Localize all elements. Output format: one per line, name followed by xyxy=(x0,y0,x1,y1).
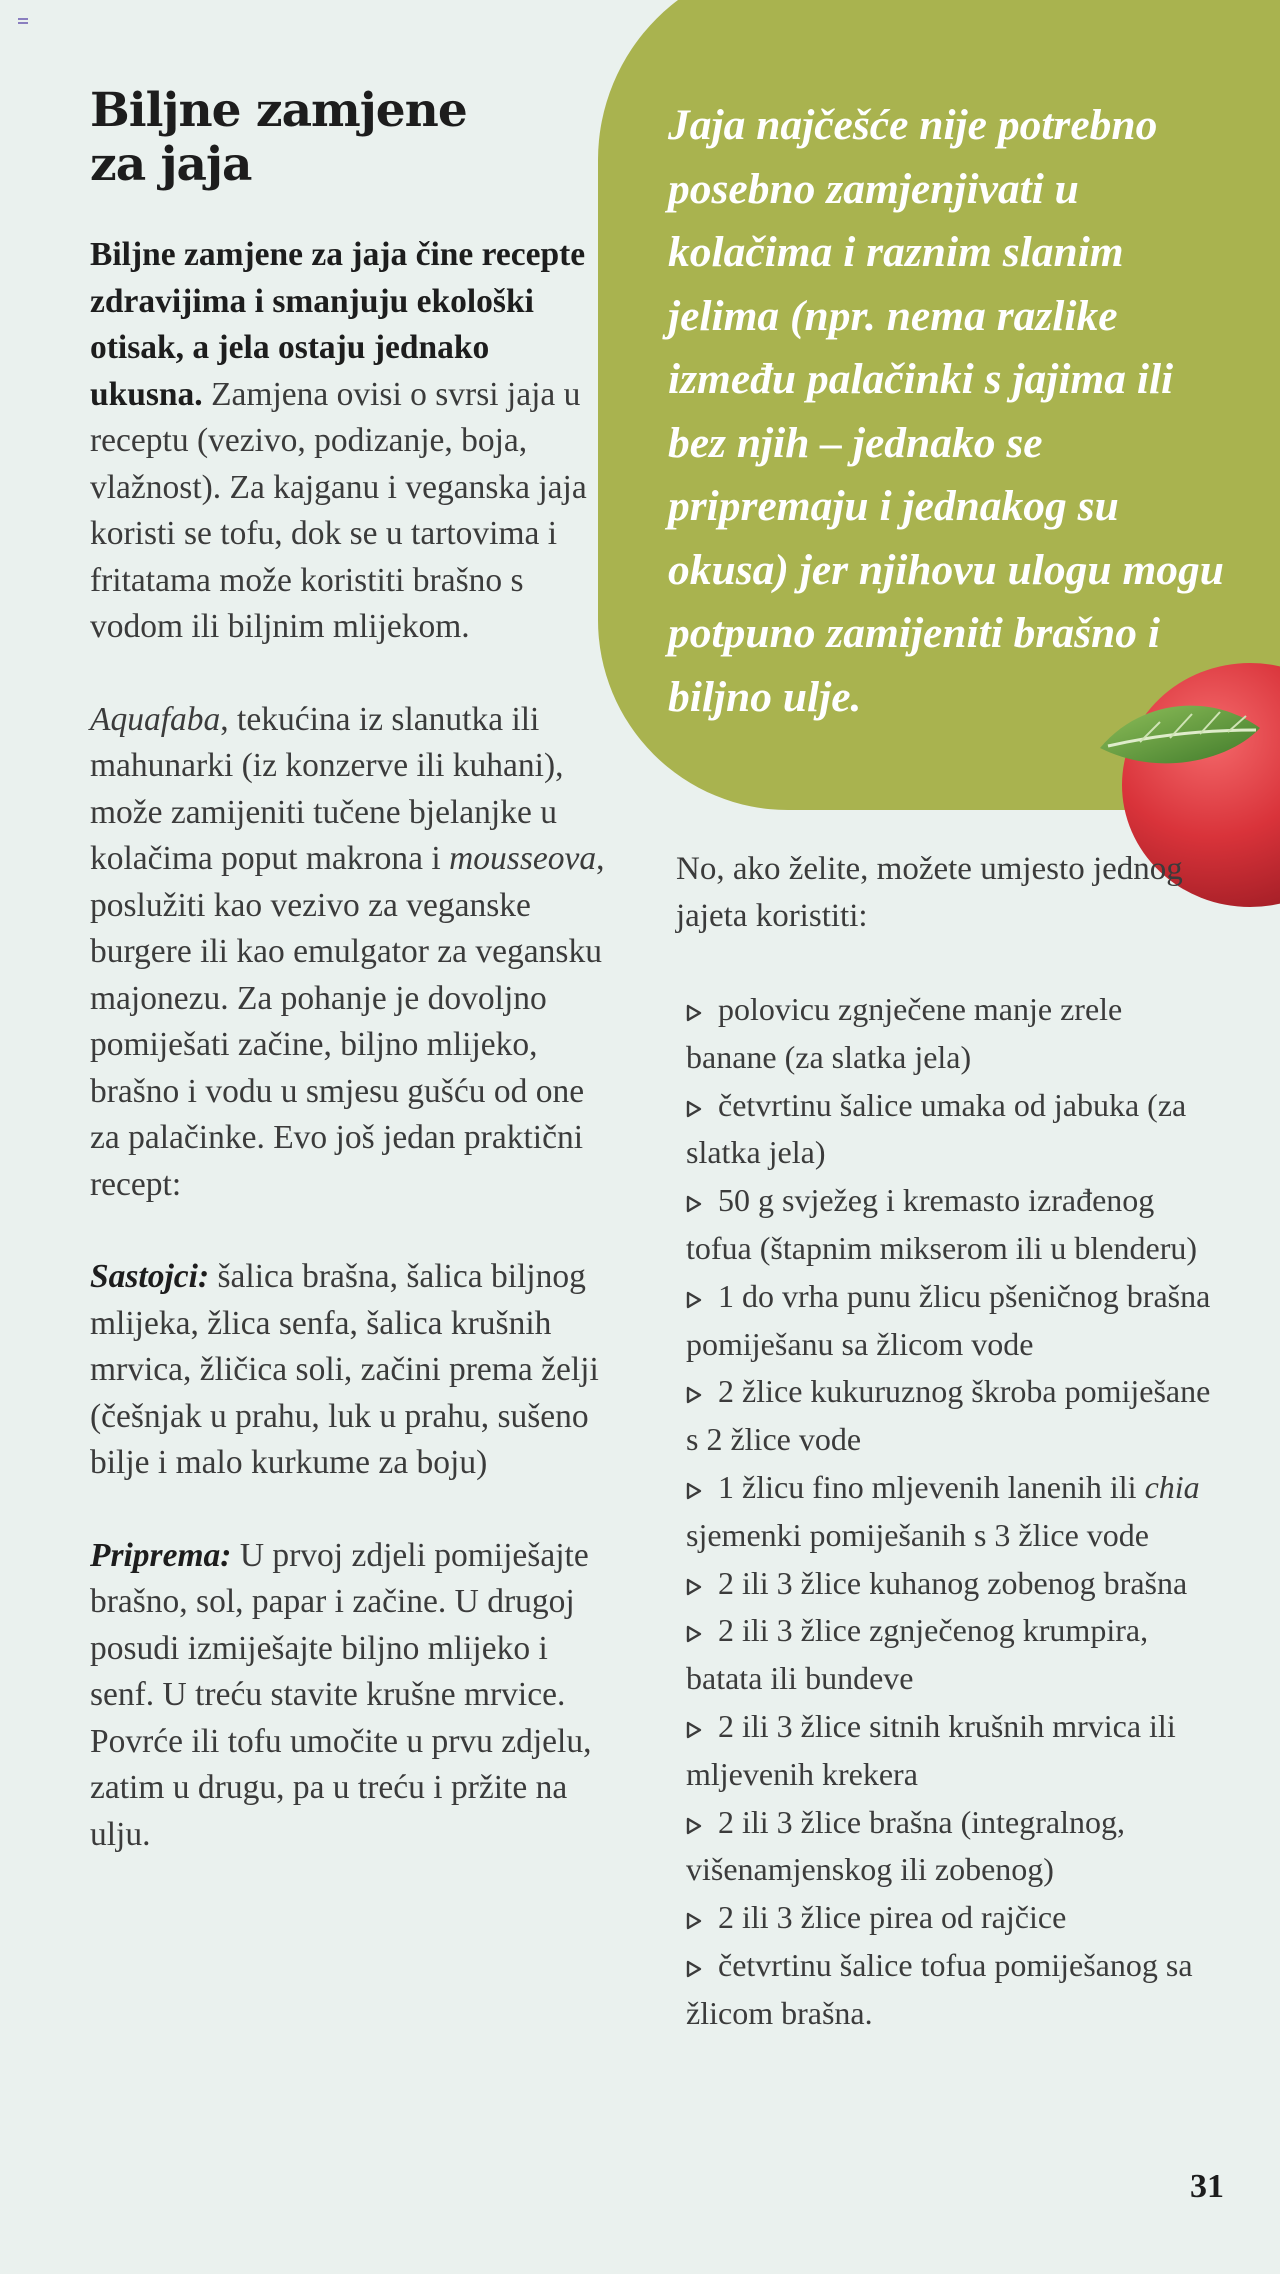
ingredients-label: Sastojci: xyxy=(90,1258,210,1295)
aquafaba-term: Aquafaba xyxy=(90,700,221,738)
corner-mark xyxy=(18,18,28,26)
intro-text: Zamjena ovisi o svrsi jaja u receptu (vezivo, podizanje, boja, vlažnost). Za kajganu i veganska jaja koristi se tofu, dok se u tartovima i fritatama može koristiti brašno s vodom ili biljnim mlijekom. xyxy=(90,375,587,645)
list-item xyxy=(676,1894,1216,1942)
list-item xyxy=(676,1799,1216,1895)
mousse-term: mousseova xyxy=(449,840,597,877)
list-item-text: četvrtinu šalice tofua pomiješanog sa žlicom brašna. xyxy=(686,1946,1193,2031)
left-column xyxy=(90,232,610,1904)
ingredients-text: šalica brašna, šalica biljnog mlijeka, žlica senfa, šalica krušnih mrvica, žličica soli, začini prema želji (češnjak u prahu, luk u prahu, sušeno bilje i malo kurkume za boju) xyxy=(90,1258,599,1481)
list-item-text: 2 ili 3 žlice zgnječenog krumpira, batata ili bundeve xyxy=(686,1612,1149,1697)
list-item xyxy=(676,1082,1216,1178)
page-title: Biljne zamjene za jaja xyxy=(90,83,467,192)
intro-paragraph xyxy=(90,232,610,651)
triangle-outline-icon xyxy=(686,1004,702,1022)
preparation-text: U prvoj zdjeli pomiješajte brašno, sol, papar i začine. U drugoj posudi izmiješajte biljno mlijeko i senf. U treću stavite krušne mrvice. Povrće ili tofu umočite u prvu zdjelu, zatim u drugu, pa u treću i pržite na ulju. xyxy=(90,1536,592,1853)
list-item-text: 1 do vrha punu žlicu pšeničnog brašna pomiješanu sa žlicom vode xyxy=(686,1277,1211,1362)
ingredients-paragraph xyxy=(90,1254,610,1487)
list-item xyxy=(676,1368,1216,1464)
list-item-text: četvrtinu šalice umaka od jabuka (za slatka jela) xyxy=(686,1086,1187,1171)
triangle-outline-icon xyxy=(686,1578,702,1596)
triangle-outline-icon xyxy=(686,1195,702,1213)
triangle-outline-icon xyxy=(686,1960,702,1978)
list-item-text: 2 ili 3 žlice pirea od rajčice xyxy=(718,1899,1067,1936)
list-item-text-b: sjemenki pomiješanih s 3 žlice vode xyxy=(686,1516,1149,1553)
preparation-paragraph xyxy=(90,1533,610,1859)
list-item-text: polovicu zgnječene manje zrele banane (za slatka jela) xyxy=(686,991,1123,1075)
list-item-text: 2 ili 3 žlice brašna (integralnog, višenamjenskog ili zobenog) xyxy=(686,1803,1125,1888)
preparation-label: Priprema: xyxy=(90,1536,232,1574)
list-item xyxy=(676,1273,1216,1369)
aquafaba-text-b: , poslužiti kao vezivo za veganske burgere ili kao emulgator za vegansku majonezu. Za pohanje je dovoljno pomiješati začine, biljno mlijeko, brašno i vodu u smjesu gušću od one za palačinke. Evo još jedan praktični recept: xyxy=(90,840,605,1203)
list-item-text: 2 ili 3 žlice kuhanog zobenog brašna xyxy=(718,1564,1188,1601)
list-item xyxy=(676,1703,1216,1799)
list-item-text-a: 1 žlicu fino mljevenih lanenih ili xyxy=(718,1468,1145,1505)
list-item xyxy=(676,1607,1216,1703)
substitutes-intro: No, ako želite, možete umjesto jednog jajeta koristiti: xyxy=(676,851,1183,934)
triangle-outline-icon xyxy=(686,1100,702,1118)
list-item xyxy=(676,986,1216,1082)
list-item-text: 2 žlice kukuruznog škroba pomiješane s 2 žlice vode xyxy=(686,1373,1211,1458)
triangle-outline-icon xyxy=(686,1721,702,1739)
list-item-text: 50 g svježeg i kremasto izrađenog tofua (štapnim mikserom ili u blenderu) xyxy=(686,1182,1197,1266)
callout-quote: Jaja najčešće nije potrebno posebno zamjenjivati u kolačima i raznim slanim jelima (npr. nema razlike između palačinki s jajima ili bez njih – jednako se pripremaju i jednakog su okusa) jer njihovu ulogu mogu potpuno zamijeniti brašno i biljno ulje. xyxy=(668,101,1224,721)
substitutes-list xyxy=(676,986,1216,2038)
page-number: 31 xyxy=(1190,2168,1224,2205)
aquafaba-text-a: , tekućina iz slanutka ili mahunarki (iz konzerve ili kuhani), može zamijeniti tučene bjelanjke u kolačima poput makrona i xyxy=(90,700,564,877)
triangle-outline-icon xyxy=(686,1482,702,1500)
aquafaba-paragraph xyxy=(90,697,610,1209)
list-item xyxy=(676,1560,1216,1608)
triangle-outline-icon xyxy=(686,1912,702,1930)
list-item-text: 2 ili 3 žlice sitnih krušnih mrvica ili mljevenih krekera xyxy=(686,1707,1176,1792)
intro-bold-text: Biljne zamjene za jaja čine recepte zdravijima i smanjuju ekološki otisak, a jela ostaju jednako ukusna. xyxy=(90,236,586,413)
list-item xyxy=(676,1177,1216,1273)
triangle-outline-icon xyxy=(686,1386,702,1404)
triangle-outline-icon xyxy=(686,1817,702,1835)
triangle-outline-icon xyxy=(686,1625,702,1643)
list-item xyxy=(676,1942,1216,2038)
triangle-outline-icon xyxy=(686,1291,702,1309)
chia-term: chia xyxy=(1144,1468,1200,1505)
list-item xyxy=(676,1464,1216,1560)
